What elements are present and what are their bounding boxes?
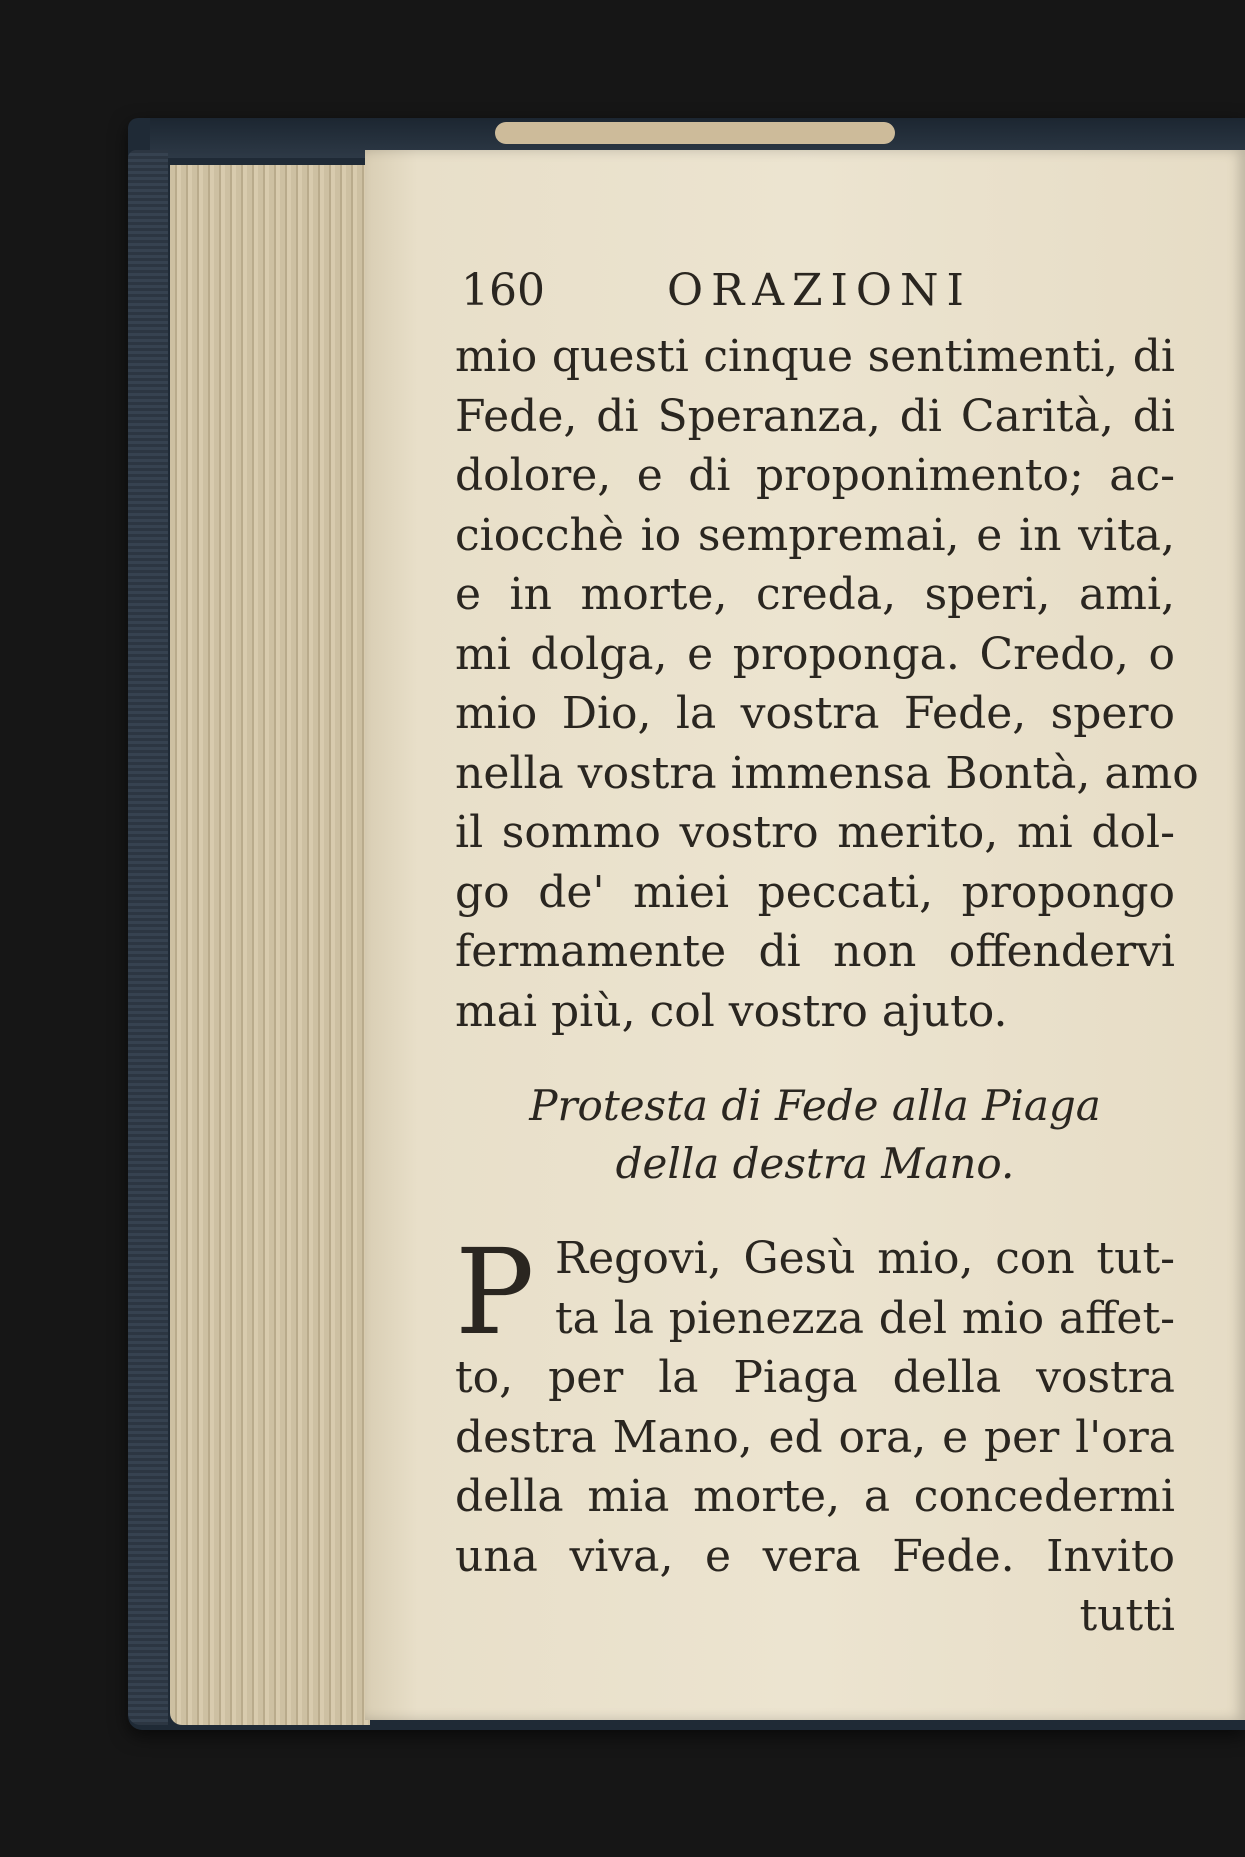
text-line: mio questi cinque sentimenti, di [455, 331, 1175, 382]
text-line: mai più, col vostro ajuto. [455, 985, 1008, 1037]
text-line: ta la pienezza del mio affet- [555, 1292, 1175, 1344]
text-line: go de' miei peccati, propongo [455, 866, 1175, 918]
book-spine [128, 150, 168, 1725]
text-line: una viva, e vera Fede. Invito [455, 1530, 1175, 1582]
catchword: tutti [1079, 1590, 1175, 1641]
page-number: 160 [461, 265, 545, 316]
text-line: ciocchè io sempremai, e in vita, [455, 509, 1175, 561]
heading-line: Protesta di Fede alla Piaga [529, 1081, 1101, 1130]
paragraph-bottom [455, 1223, 1175, 1646]
page-header [455, 265, 1175, 327]
text-line: dolore, e di proponimento; ac- [455, 450, 1175, 501]
text-line: il sommo vostro merito, mi dol- [455, 807, 1175, 858]
running-title: ORAZIONI [667, 265, 972, 316]
text-line: mi dolga, e proponga. Credo, o [455, 628, 1175, 680]
text-line: fermamente di non offendervi [455, 926, 1175, 977]
heading-line: della destra Mano. [615, 1139, 1015, 1188]
text-line: to, per la Piaga della vostra [455, 1352, 1175, 1403]
text-line: mio Dio, la vostra Fede, spero [455, 688, 1175, 739]
text-line: destra Mano, ed ora, e per l'ora [455, 1411, 1175, 1463]
text-line: della mia morte, a concedermi [455, 1471, 1175, 1522]
text-line: Regovi, Gesù mio, con tut- [555, 1233, 1175, 1284]
paragraph-top [455, 327, 1199, 1041]
section-heading [455, 1077, 1175, 1193]
page-text [455, 265, 1199, 1646]
text-line: e in morte, creda, speri, ami, [455, 569, 1175, 620]
drop-cap: P [455, 1223, 535, 1361]
text-line: Fede, di Speranza, di Carità, di [455, 390, 1175, 442]
top-paper-strip [495, 122, 895, 144]
page-edges [170, 165, 370, 1725]
text-line: nella vostra immensa Bontà, amo [455, 747, 1199, 799]
